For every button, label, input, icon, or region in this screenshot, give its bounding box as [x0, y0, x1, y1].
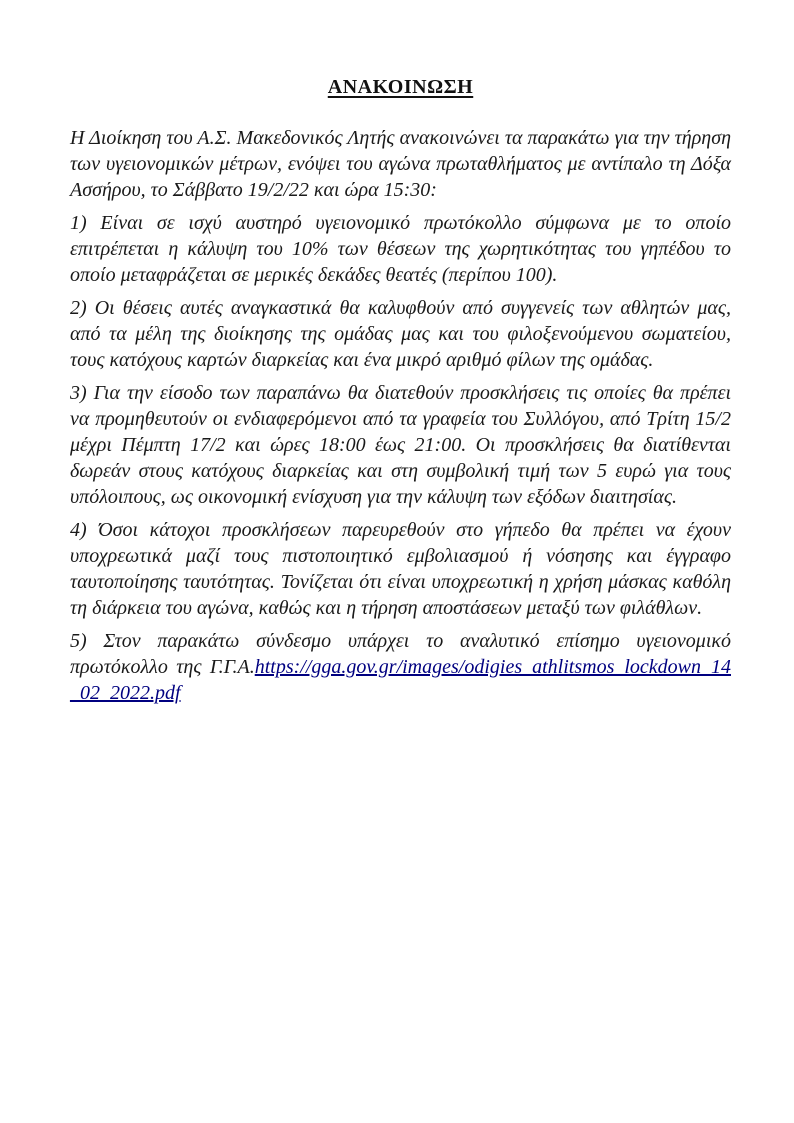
paragraph-5-text: 5) Στον παρακάτω σύνδεσμο υπάρχει το αναλυτικό επίσημο υγειονομικό πρωτόκολλο της Γ.Γ.Α.	[70, 630, 731, 678]
paragraph-5	[70, 628, 731, 706]
paragraph-1: 1) Είναι σε ισχύ αυστηρό υγειονομικό πρωτόκολλο σύμφωνα με το οποίο επιτρέπεται η κάλυψη του 10% των θέσεων της χωρητικότητας του γηπέδου το οποίο μεταφράζεται σε μερικές δεκάδες θεατές (περίπου 100).	[70, 212, 731, 286]
page-title: ΑΝΑΚΟΙΝΩΣΗ	[327, 76, 474, 98]
paragraph-4: 4) Όσοι κάτοχοι προσκλήσεων παρευρεθούν στο γήπεδο θα πρέπει να έχουν υποχρεωτικά μαζί τους πιστοποιητικό εμβολιασμού ή νόσησης και έγγραφο ταυτοποίησης ταυτότητας. Τονίζεται ότι είναι υποχρεωτική η χρήση μάσκας καθόλη τη διάρκεια του αγώνα, καθώς και η τήρηση αποστάσεων μεταξύ των φιλάθλων.	[70, 519, 731, 619]
paragraph-2: 2) Οι θέσεις αυτές αναγκαστικά θα καλυφθούν από συγγενείς των αθλητών μας, από τα μέλη της διοίκησης της ομάδας μας και του φιλοξενούμενου σωματείου, τους κατόχους καρτών διαρκείας και ένα μικρό αριθμό φίλων της ομάδας.	[70, 297, 731, 371]
protocol-link[interactable]: https://gga.gov.gr/images/odigies_athlitsmos_lockdown_14_02_2022.pdf	[70, 656, 731, 704]
intro-paragraph: Η Διοίκηση του Α.Σ. Μακεδονικός Λητής ανακοινώνει τα παρακάτω για την τήρηση των υγειονομικών μέτρων, ενόψει του αγώνα πρωταθλήματος με αντίπαλο τη Δόξα Ασσήρου, το Σάββατο 19/2/22 και ώρα 15:30:	[70, 127, 731, 201]
paragraph-3: 3) Για την είσοδο των παραπάνω θα διατεθούν προσκλήσεις τις οποίες θα πρέπει να προμηθευτούν οι ενδιαφερόμενοι από τα γραφεία του Συλλόγου, από Τρίτη 15/2 μέχρι Πέμπτη 17/2 και ώρες 18:00 έως 21:00. Οι προσκλήσεις θα διατίθενται δωρεάν στους κατόχους διαρκείας και στη συμβολική τιμή των 5 ευρώ για τους υπόλοιπους, ως οικονομική ενίσχυση για την κάλυψη των εξόδων διαιτησίας.	[70, 382, 731, 508]
